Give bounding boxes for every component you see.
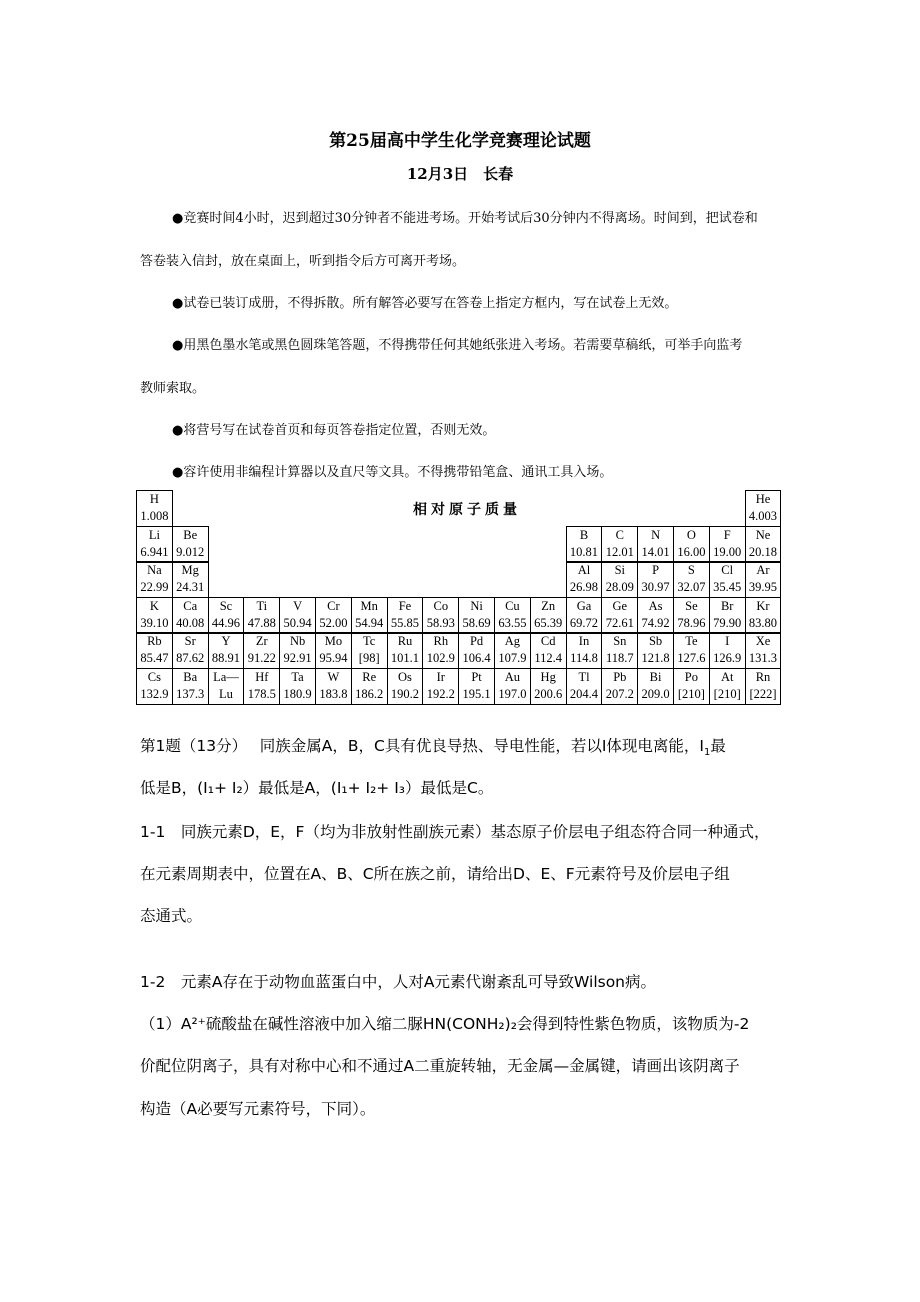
element-cell-Cr (315, 597, 352, 634)
element-symbol: Mn (360, 598, 378, 613)
element-symbol: Sc (219, 598, 233, 613)
element-symbol: Pb (613, 670, 627, 684)
element-cell-Te (673, 632, 710, 669)
element-mass: 19.00 (713, 544, 742, 559)
element-cell-C (601, 526, 638, 563)
element-symbol: Mg (181, 563, 199, 578)
element-mass: 137.3 (176, 687, 205, 701)
periodic-table-title: 相对原子质量 (413, 502, 521, 518)
element-symbol: Ti (256, 598, 268, 613)
rule-line: ●试卷已装订成册，不得拆散。所有解答必要写在答卷上指定方框内，写在试卷上无效。 (172, 296, 678, 311)
element-cell-Sr (172, 632, 209, 669)
element-mass: 58.93 (426, 615, 455, 630)
element-mass: 186.2 (355, 687, 384, 701)
element-mass: 39.95 (748, 580, 778, 595)
element-mass: 47.88 (247, 615, 276, 630)
element-symbol: Pd (469, 634, 484, 649)
element-cell-I (709, 632, 746, 669)
element-symbol: Cr (327, 598, 340, 613)
element-mass: 69.72 (569, 615, 599, 630)
element-cell-Al (566, 561, 603, 598)
element-cell-As (637, 597, 674, 634)
document-subtitle: 12月3日 长春 (406, 165, 514, 183)
element-mass: 39.10 (140, 615, 169, 630)
element-cell-Re (351, 668, 388, 705)
element-symbol: Rn (755, 670, 771, 684)
element-symbol: W (327, 670, 340, 684)
element-cell-Hg (530, 668, 567, 705)
element-cell-Ar (745, 561, 782, 598)
element-symbol: Sr (184, 634, 196, 649)
element-symbol: Tl (578, 670, 590, 684)
element-mass: 180.9 (283, 687, 312, 701)
element-symbol: H (149, 492, 159, 506)
element-mass: [210] (677, 687, 705, 701)
element-symbol: Cd (540, 634, 556, 649)
element-mass: [210] (713, 687, 741, 701)
element-cell-Ti (243, 597, 280, 634)
element-cell-Mo (315, 632, 352, 669)
element-cell-Pd (458, 632, 495, 669)
element-mass: 126.9 (713, 651, 742, 666)
element-mass: 183.8 (319, 687, 348, 701)
element-cell-Br (709, 597, 746, 634)
element-cell-Fe (387, 597, 424, 634)
element-cell-Ru (387, 632, 424, 669)
element-mass: 6.941 (140, 544, 169, 559)
element-cell-Cs (136, 668, 173, 705)
element-mass: 190.2 (390, 687, 420, 701)
element-cell-Y (208, 632, 245, 669)
element-symbol: Cl (721, 563, 734, 578)
element-mass: 32.07 (677, 580, 706, 595)
element-symbol: Al (577, 563, 591, 578)
element-cell-Cd (530, 632, 567, 669)
element-cell-Ba (172, 668, 209, 705)
element-cell-Tc (351, 632, 388, 669)
element-cell-Po (673, 668, 710, 705)
element-symbol: Tc (363, 634, 376, 649)
element-cell-Be (172, 526, 209, 563)
element-mass: 65.39 (534, 615, 563, 630)
element-cell-Ni (458, 597, 495, 634)
element-symbol: V (293, 598, 303, 613)
question-1-2-line: 价配位阴离子，具有对称中心和不通过A二重旋转轴，无金属—金属键，请画出该阴离子 (140, 1057, 740, 1075)
element-mass: 204.4 (569, 687, 599, 701)
element-cell-F (709, 526, 746, 563)
element-symbol: Se (685, 598, 698, 613)
element-cell-Ge (601, 597, 638, 634)
element-mass: [222] (749, 687, 777, 701)
element-mass: 79.90 (713, 615, 742, 630)
element-mass: 114.8 (570, 651, 598, 666)
element-symbol: Si (614, 563, 625, 578)
element-symbol: Sn (613, 634, 627, 649)
element-cell-S (673, 561, 710, 598)
element-symbol: Hg (540, 670, 556, 684)
element-symbol: Ru (397, 634, 413, 649)
element-mass: 12.01 (605, 544, 634, 559)
question-text: 第1题（13分） 同族金属A，B，C具有优良导热、导电性能，若以I体现电离能，I (140, 737, 704, 755)
element-mass: 20.18 (748, 544, 778, 559)
element-cell-Se (673, 597, 710, 634)
element-cell-V (279, 597, 316, 634)
question-1-1-line: 在元素周期表中，位置在A、B、C所在族之前，请给出D、E、F元素符号及价层电子组 (140, 865, 730, 883)
element-cell-In (566, 632, 603, 669)
element-mass: [98] (358, 651, 380, 666)
element-mass: 88.91 (211, 651, 241, 666)
element-symbol: Rb (147, 634, 162, 649)
element-mass: 207.2 (605, 687, 634, 701)
element-cell-Ta (279, 668, 316, 705)
element-symbol: He (755, 492, 771, 506)
element-cell-He (745, 490, 782, 527)
element-cell-Pb (601, 668, 638, 705)
element-mass: 26.98 (569, 580, 599, 595)
element-cell-Sb (637, 632, 674, 669)
element-mass: 4.003 (748, 509, 778, 523)
element-symbol: C (615, 527, 624, 542)
question-1-2-line: （1）A²⁺硫酸盐在碱性溶液中加入缩二脲HN(CONH₂)₂会得到特性紫色物质，该物质为-2 (140, 1015, 750, 1033)
element-symbol: In (578, 634, 590, 649)
element-cell-Si (601, 561, 638, 598)
element-cell-Cu (494, 597, 531, 634)
element-mass: 63.55 (498, 615, 527, 630)
element-mass: 200.6 (534, 687, 563, 701)
element-symbol: Ga (576, 598, 592, 613)
element-cell-Rh (422, 632, 459, 669)
element-mass: 209.0 (641, 687, 670, 701)
element-mass: 91.22 (247, 651, 276, 666)
element-cell-O (673, 526, 710, 563)
element-symbol: I (725, 634, 730, 649)
rule-line: 答卷装入信封，放在桌面上，听到指令后方可离开考场。 (140, 254, 466, 269)
element-symbol: Ge (612, 598, 628, 613)
element-cell-Mn (351, 597, 388, 634)
question-1-line: 低是B，(I₁+ I₂）最低是A，(I₁+ I₂+ I₃）最低是C。 (140, 779, 494, 797)
element-cell-N (637, 526, 674, 563)
element-symbol: Bi (649, 670, 662, 684)
element-symbol: Xe (755, 634, 771, 649)
element-mass: 44.96 (211, 615, 241, 630)
question-1-1-line: 1-1 同族元素D，E，F（均为非放射性副族元素）基态原子价层电子组态符合同一种通式， (140, 823, 770, 841)
element-mass: 192.2 (426, 687, 455, 701)
element-cell-Au (494, 668, 531, 705)
element-symbol: Nb (289, 634, 306, 649)
element-cell-Ca (172, 597, 209, 634)
element-mass: 95.94 (319, 651, 348, 666)
element-cell-Xe (745, 632, 782, 669)
element-mass: 101.1 (390, 651, 420, 666)
element-cell-Kr (745, 597, 782, 634)
element-cell-Bi (637, 668, 674, 705)
element-cell-Ir (422, 668, 459, 705)
element-symbol: P (652, 563, 660, 578)
element-cell-Ag (494, 632, 531, 669)
element-cell-H (136, 490, 173, 527)
element-symbol: La— (213, 670, 239, 684)
element-mass: 131.3 (748, 651, 778, 666)
element-cell-K (136, 597, 173, 634)
element-symbol: Cu (505, 598, 520, 613)
question-1-2-line: 1-2 元素A存在于动物血蓝蛋白中，人对A元素代谢紊乱可导致Wilson病。 (140, 973, 657, 991)
question-1-line (140, 734, 726, 758)
element-symbol: Hf (255, 670, 269, 684)
element-cell-B (566, 526, 603, 563)
element-symbol: Au (504, 670, 521, 684)
element-symbol: Mo (324, 634, 343, 649)
element-symbol: Te (685, 634, 698, 649)
element-symbol: Ba (183, 670, 198, 684)
element-cell-La (208, 668, 245, 705)
element-cell-Nb (279, 632, 316, 669)
element-cell-W (315, 668, 352, 705)
rule-line: 教师索取。 (140, 381, 206, 396)
element-symbol: K (149, 598, 159, 613)
element-mass: 102.9 (426, 651, 455, 666)
subscript: 1 (703, 747, 711, 759)
element-mass: 10.81 (569, 544, 599, 559)
element-cell-Cl (709, 561, 746, 598)
element-symbol: Ir (436, 670, 445, 684)
element-symbol: B (579, 527, 589, 542)
element-symbol: Rh (433, 634, 449, 649)
element-symbol: Ar (756, 563, 770, 578)
element-mass: 87.62 (176, 651, 205, 666)
element-cell-Rn (745, 668, 782, 705)
element-cell-Sn (601, 632, 638, 669)
element-symbol: At (720, 670, 734, 684)
question-1-1-line: 态通式。 (140, 907, 203, 925)
element-mass: 14.01 (641, 544, 670, 559)
element-symbol: Sb (648, 634, 663, 649)
element-mass: 78.96 (677, 615, 706, 630)
element-mass: 35.45 (713, 580, 742, 595)
element-symbol: N (651, 527, 661, 542)
element-mass: 30.97 (641, 580, 670, 595)
element-cell-P (637, 561, 674, 598)
element-cell-Sc (208, 597, 245, 634)
element-mass: 50.94 (283, 615, 312, 630)
element-symbol: Pt (471, 670, 482, 684)
element-cell-At (709, 668, 746, 705)
element-symbol: F (723, 527, 731, 542)
element-mass: 106.4 (462, 651, 491, 666)
element-symbol: As (648, 598, 663, 613)
element-cell-Ne (745, 526, 782, 563)
element-symbol: Po (684, 670, 698, 684)
element-symbol: Co (433, 598, 449, 613)
element-symbol: Na (147, 563, 162, 578)
element-mass: 197.0 (498, 687, 527, 701)
element-cell-Li (136, 526, 173, 563)
element-symbol: Be (183, 527, 198, 542)
element-symbol: Ne (755, 527, 771, 542)
element-mass: 74.92 (641, 615, 670, 630)
element-cell-Pt (458, 668, 495, 705)
element-symbol: Fe (398, 598, 412, 613)
rule-line: ●用黑色墨水笔或黑色圆珠笔答题，不得携带任何其她纸张进入考场。若需要草稿纸，可举手向监考 (172, 338, 743, 353)
element-mass: 55.85 (390, 615, 420, 630)
element-cell-Co (422, 597, 459, 634)
element-mass: 1.008 (140, 509, 169, 523)
element-cell-Hf (243, 668, 280, 705)
question-text: 最 (710, 737, 726, 755)
element-mass: 85.47 (140, 651, 169, 666)
element-mass: 22.99 (140, 580, 169, 595)
element-cell-Tl (566, 668, 603, 705)
element-mass: 52.00 (319, 615, 348, 630)
element-symbol: Re (362, 670, 377, 684)
element-mass: 132.9 (140, 687, 169, 701)
element-mass: 58.69 (462, 615, 491, 630)
element-mass: 24.31 (176, 580, 205, 595)
rule-line: ●竞赛时间4小时，迟到超过30分钟者不能进考场。开始考试后30分钟内不得离场。时间到，把试卷和 (172, 211, 758, 226)
element-symbol: Li (148, 527, 160, 542)
element-cell-Ga (566, 597, 603, 634)
element-mass: 83.80 (748, 615, 778, 630)
element-symbol: S (687, 563, 695, 578)
element-cell-Rb (136, 632, 173, 669)
element-symbol: Ni (470, 598, 483, 613)
element-symbol: Zr (255, 634, 268, 649)
document-title: 第25届高中学生化学竞赛理论试题 (329, 131, 591, 151)
element-mass: 16.00 (677, 544, 706, 559)
element-symbol: Br (720, 598, 734, 613)
element-symbol: Ag (504, 634, 521, 649)
element-cell-Mg (172, 561, 209, 598)
element-cell-Zn (530, 597, 567, 634)
element-mass: Lu (219, 687, 233, 701)
element-mass: 107.9 (498, 651, 527, 666)
element-symbol: Os (398, 670, 412, 684)
element-mass: 40.08 (176, 615, 205, 630)
element-mass: 195.1 (462, 687, 491, 701)
rule-line: ●容许使用非编程计算器以及直尺等文具。不得携带铅笔盒、通讯工具入场。 (172, 465, 613, 480)
element-mass: 121.8 (641, 651, 670, 666)
element-mass: 92.91 (283, 651, 312, 666)
question-1-2-line: 构造（A必要写元素符号，下同）。 (140, 1100, 376, 1118)
element-mass: 9.012 (176, 544, 205, 559)
element-cell-Na (136, 561, 173, 598)
element-cell-Os (387, 668, 424, 705)
element-mass: 118.7 (605, 651, 634, 666)
element-symbol: Kr (756, 598, 770, 613)
element-mass: 54.94 (355, 615, 384, 630)
element-symbol: Ca (183, 598, 198, 613)
element-symbol: O (686, 527, 696, 542)
element-mass: 127.6 (677, 651, 706, 666)
element-symbol: Cs (147, 670, 161, 684)
element-symbol: Zn (541, 598, 556, 613)
rule-line: ●将营号写在试卷首页和每页答卷指定位置，否则无效。 (172, 423, 496, 438)
element-symbol: Y (221, 634, 231, 649)
element-mass: 178.5 (247, 687, 276, 701)
element-mass: 72.61 (605, 615, 634, 630)
element-mass: 28.09 (605, 580, 634, 595)
element-cell-Zr (243, 632, 280, 669)
element-symbol: Ta (291, 670, 304, 684)
element-mass: 112.4 (534, 651, 563, 666)
